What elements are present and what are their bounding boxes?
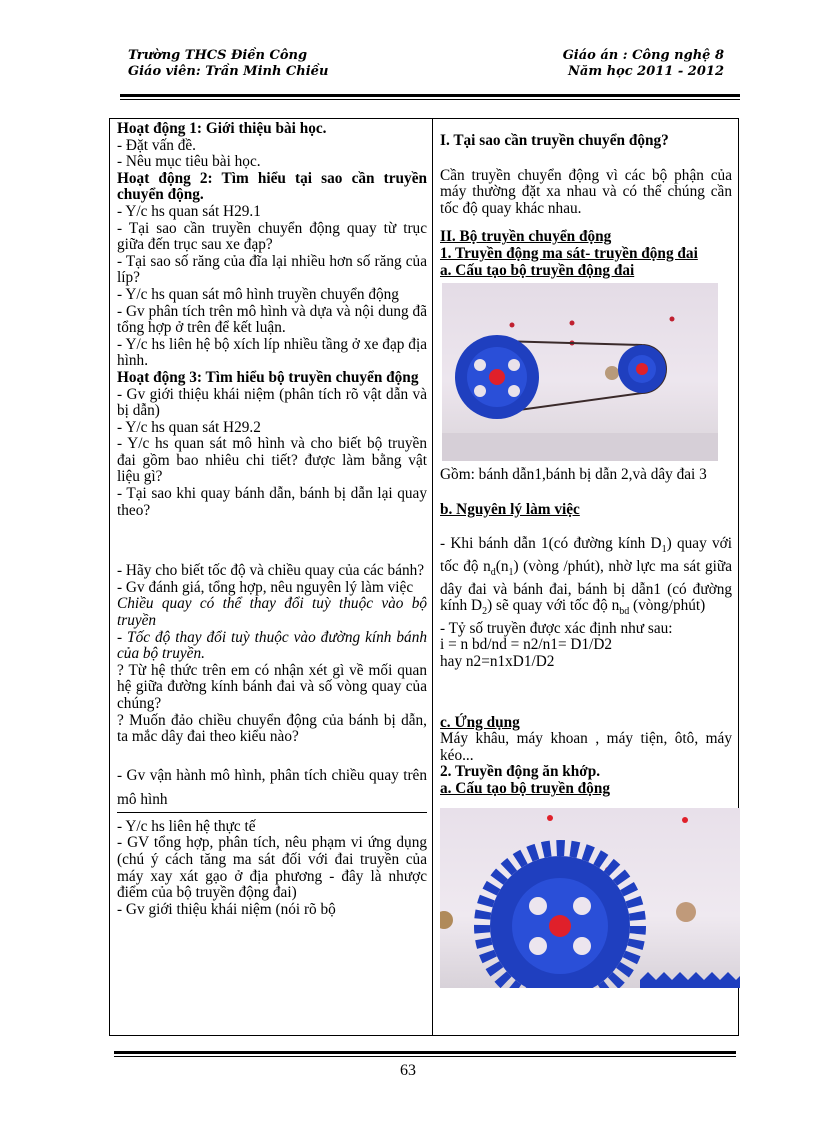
section-1-heading: I. Tại sao cần truyền chuyển động?	[440, 132, 669, 149]
belt-drive-photo	[442, 283, 718, 461]
teacher-activities-column	[117, 121, 427, 918]
spacer	[117, 746, 427, 764]
subscript: 1	[508, 567, 514, 579]
activity-2-line: - Tại sao số răng của đĩa lại nhiều hơn số răng của líp?	[117, 252, 427, 287]
subscript: d	[490, 567, 496, 579]
activity-3-line: - Y/c hs quan sát mô hình và cho biết bộ truyền đai gồm bao nhiêu chi tiết? được làm bằng vật liệu gì?	[117, 435, 427, 486]
column-divider	[432, 119, 433, 1035]
photo-caption: Gồm: bánh dẫn1,bánh bị dẫn 2,và dây đai 3	[440, 466, 707, 484]
content-column	[440, 121, 732, 988]
header-rule-thick	[120, 94, 740, 97]
gear-drive-photo	[440, 808, 740, 988]
question-line: - Y/c hs liên hệ thực tế	[117, 817, 256, 835]
ratio-text: - Tỷ số truyền được xác định như sau:	[440, 619, 673, 637]
spacer	[440, 518, 732, 536]
question-line: - Hãy cho biết tốc độ và chiều quay của các bánh?	[117, 562, 425, 580]
board-hole	[670, 317, 675, 322]
hub-red	[489, 369, 505, 385]
activity-1-line: - Nêu mục tiêu bài học.	[117, 153, 261, 171]
gear-drive-illustration	[440, 808, 740, 988]
activity-2-line: - Gv phân tích trên mô hình và dựa và nội dung đã tổng hợp ở trên để kết luận.	[117, 302, 427, 337]
question-line: - Gv giới thiệu khái niệm (nói rõ bộ	[117, 900, 336, 918]
pulley-hole	[474, 359, 486, 371]
hub-red	[636, 363, 648, 375]
activity-3-line: - Y/c hs quan sát H29.2	[117, 418, 261, 436]
question-line: ? Từ hệ thức trên em có nhận xét gì về mối quan hệ giữa đường kính bánh đai và số vòng quay của chúng?	[117, 661, 427, 712]
activity-1-title: Hoạt động 1: Giới thiệu bài học.	[117, 120, 327, 137]
gear-hole	[573, 897, 591, 915]
gear-hole	[529, 937, 547, 955]
subscript: bd	[619, 606, 630, 618]
text-fragment: ) (vòng /phút), nhờ lực ma sát giữa dây đai và bánh đai, bánh bị dẫn1 (có đường kính D	[440, 557, 732, 615]
text-fragment: (vòng/phút)	[629, 597, 706, 615]
header-left	[128, 48, 328, 80]
school-year: Năm học 2011 - 2012	[568, 64, 724, 79]
header-rule-thin	[120, 99, 740, 100]
bronze-pin	[605, 366, 619, 380]
pulley-hole	[508, 385, 520, 397]
lesson-plan-title: Giáo án : Công nghệ 8	[562, 48, 724, 63]
belt-drive-illustration	[442, 283, 718, 461]
driven-gear-teeth	[640, 972, 740, 988]
footer-rule-thin	[114, 1056, 736, 1057]
italic-note: - Tốc độ thay đổi tuỳ thuộc vào đường kính bánh của bộ truyền.	[117, 628, 427, 663]
section-2-2a-title: a. Cấu tạo bộ truyền động	[440, 780, 610, 798]
spacer	[440, 671, 732, 715]
activity-2-line: - Y/c hs quan sát mô hình truyền chuyển động	[117, 285, 399, 303]
subscript: 1	[661, 544, 667, 556]
section-2-2-title: 2. Truyền động ăn khớp.	[440, 763, 601, 781]
section-2-title: II. Bộ truyền chuyển động	[440, 228, 612, 246]
activity-2-line: - Tại sao cần truyền chuyển động quay từ trục giữa đến trục sau xe đạp?	[117, 219, 427, 254]
activity-1-line: - Đặt vấn đề.	[117, 136, 197, 154]
italic-note: Chiều quay có thể thay đổi tuỳ thuộc vào bộ truyền	[117, 595, 427, 630]
text-fragment: - Khi bánh dẫn 1(có đường kính D	[440, 535, 662, 553]
school-name: Trường THCS Điền Công	[128, 48, 308, 63]
gear-hole	[529, 897, 547, 915]
activity-3-line: - Gv giới thiệu khái niệm (phân tích rõ vật dẫn và bị dẫn)	[117, 385, 427, 420]
activity-3-title: Hoạt động 3: Tìm hiểu bộ truyền chuyển động	[117, 368, 419, 386]
spacer	[440, 484, 732, 502]
teacher-name: Giáo viên: Trần Minh Chiều	[128, 64, 329, 79]
pulley-hole	[474, 385, 486, 397]
lesson-table	[109, 118, 739, 1036]
gear-hole	[573, 937, 591, 955]
header-right	[563, 48, 724, 80]
section-2-1-title: 1. Truyền động ma sát- truyền động đai	[440, 244, 698, 262]
spacer	[117, 519, 427, 563]
demo-instruction: - Gv vận hành mô hình, phân tích chiều quay trên mô hình	[117, 764, 427, 813]
bronze-pin	[676, 902, 696, 922]
subscript: 2	[482, 606, 488, 618]
footer-rule-thick	[114, 1051, 736, 1054]
section-2-1a-title: a. Cấu tạo bộ truyền động đai	[440, 261, 635, 279]
pulley-hole	[508, 359, 520, 371]
formula-ratio: i = n bd/nd = n2/n1= D1/D2	[440, 636, 613, 654]
question-line: - GV tổng hợp, phân tích, nêu phạm vi ứng dụng (chú ý cách tăng ma sát đối với đai truyền của máy xay xát gạo ở địa phương - đây là nhược điểm của bộ truyền động đai)	[117, 834, 427, 902]
board-edge	[442, 433, 718, 461]
activity-3-line: - Tại sao khi quay bánh dẫn, bánh bị dẫn lại quay theo?	[117, 485, 427, 519]
text-fragment: ) quay với tốc độ n	[440, 535, 732, 575]
page-number: 63	[400, 1062, 416, 1079]
text-fragment: (n	[495, 557, 509, 575]
board-hole	[570, 321, 575, 326]
question-line: - Gv đánh giá, tổng hợp, nêu nguyên lý làm việc	[117, 578, 414, 596]
board-hole	[682, 817, 688, 823]
principle-text	[440, 536, 732, 621]
section-1-text: Cần truyền chuyển động vì các bộ phận của máy thường đặt xa nhau và có thể chúng cần tốc độ quay khác nhau.	[440, 166, 732, 217]
hub-red	[549, 915, 571, 937]
board-hole	[510, 323, 515, 328]
bronze-pin	[440, 911, 453, 929]
activity-2-line: - Y/c hs liên hệ bộ xích líp nhiều tầng ở xe đạp địa hình.	[117, 335, 427, 370]
formula-speed: hay n2=n1xD1/D2	[440, 653, 555, 671]
section-1-title	[440, 133, 732, 150]
spacer	[440, 150, 732, 168]
activity-2-title: Hoạt động 2: Tìm hiểu tại sao cần truyền chuyển động.	[117, 169, 427, 204]
application-title: c. Ứng dụng	[440, 713, 520, 731]
board-hole	[547, 815, 553, 821]
application-text: Máy khâu, máy khoan , máy tiện, ôtô, máy kéo...	[440, 730, 732, 764]
text-fragment: ) sẽ quay với tốc độ n	[487, 597, 620, 615]
question-line: ? Muốn đảo chiều chuyển động của bánh bị dẫn, ta mắc dây đai theo kiểu nào?	[117, 711, 427, 746]
principle-title: b. Nguyên lý làm việc	[440, 500, 580, 518]
activity-2-line: - Y/c hs quan sát H29.1	[117, 202, 261, 220]
